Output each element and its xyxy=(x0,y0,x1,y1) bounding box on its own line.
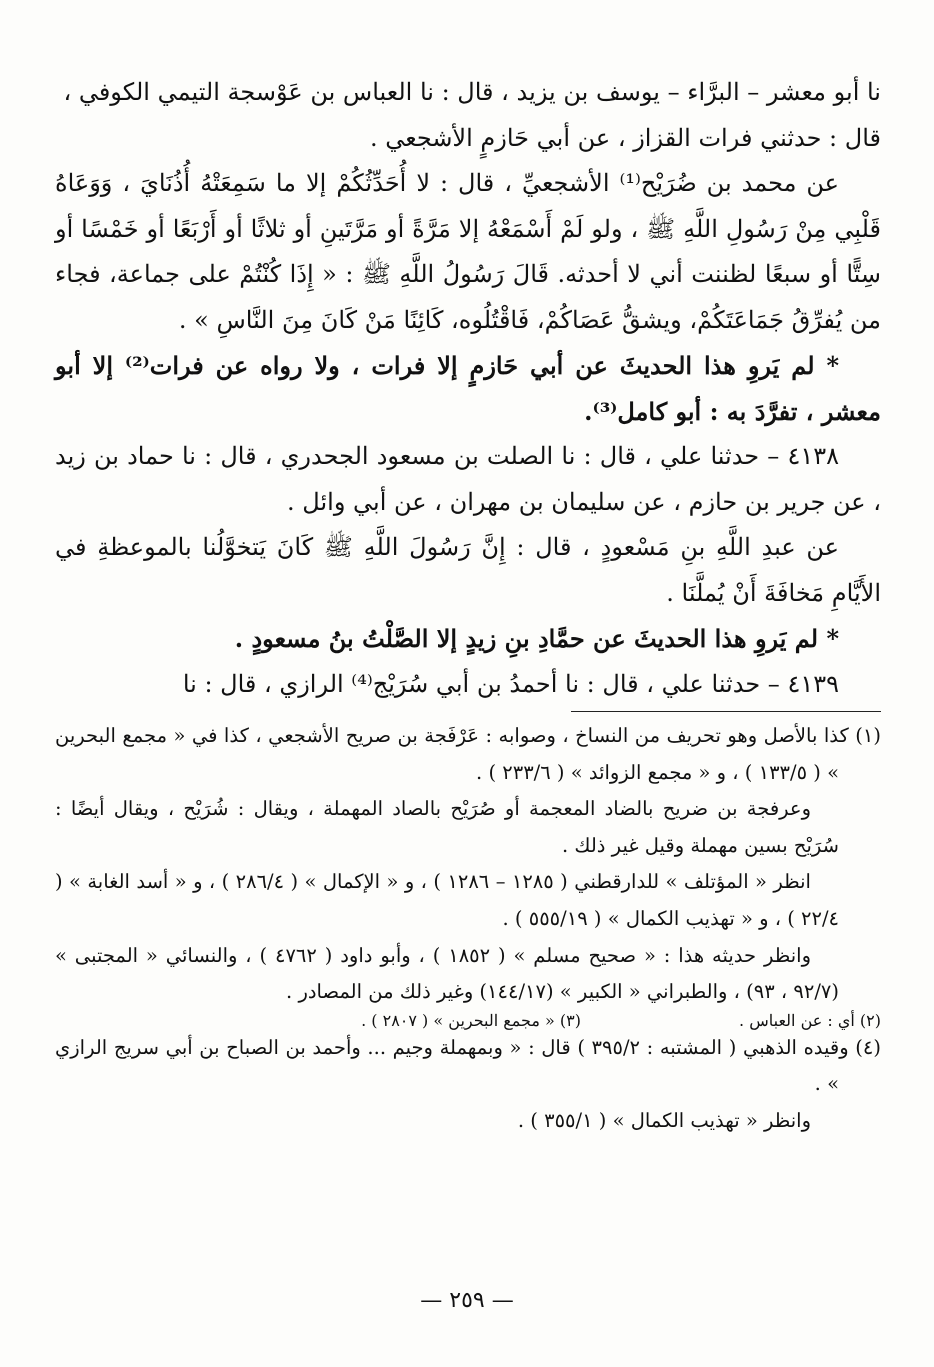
hadith-comment: * لم يَروِ هذا الحديثَ عن أبي حَازمٍ إلا فرات ، ولا رواه عن فرات⁽²⁾ إلا أبو معشر ، تفرَّدَ به : أبو كامل⁽³⁾. xyxy=(55,351,881,426)
hadith-matn: عن محمد بن ضُرَيْح⁽¹⁾ الأشجعيِّ ، قال : لا أُحَدِّثُكُمْ إلا ما سَمِعَتْهُ أُذُنَايَ ، وَوَعَاهُ قَلْبِي مِنْ رَسُولِ اللَّهِ ﷺ ، ولو لَمْ أَسْمَعْهُ إلا مَرَّةً أو مَرَّتَينِ أو ثلاثًا أو أَرْبَعًا أو خَمْسًا أو سِتًّا أو سبعًا لظننت أني لا أحدثه. قَالَ رَسُولُ اللَّهِ ﷺ : « إِذَا كُنْتُمْ على جماعة، فجاء من يُفرِّقُ جَمَاعَتَكُمْ، ويشقُّ عَصَاكُمْ، فَاقْتُلُوه، كَائِنًا مَنْ كَانَ مِنَ النَّاسِ » . xyxy=(55,169,881,334)
footnote-2: (٢) أي : عن العباس . xyxy=(739,1010,881,1030)
text-line: قال : حدثني فرات القزاز ، عن أبي حَازمٍ الأشجعي . xyxy=(369,123,881,152)
hadith-4138-isnad: ٤١٣٨ – حدثنا علي ، قال : نا الصلت بن مسعود الجحدري ، قال : نا حماد بن زيد ، عن جرير بن حازم ، عن سليمان بن مهران ، عن أبي وائل . xyxy=(55,442,881,516)
footnote-separator xyxy=(571,711,881,712)
hadith-4139-isnad: ٤١٣٩ – حدثنا علي ، قال : نا أحمدُ بن أبي سُرَيْج⁽⁴⁾ الرازي ، قال : نا xyxy=(182,669,839,698)
footnote-1: (١) كذا بالأصل وهو تحريف من النساخ ، وصوابه : عَرْفَجة بن صريح الأشجعي ، كذا في « مجمع البحرين » ( ١٣٣/٥ ) ، و « مجمع الزوائد » ( ٢٣٣/٦ ) . xyxy=(55,724,881,784)
footnote-1-cont: وانظر حديثه هذا : « صحيح مسلم » ( ١٨٥٢ ) ، وأبو داود ( ٤٧٦٢ ) ، والنسائي « المجتبى » (٩٢/٧ ، ٩٣) ، والطبراني « الكبير » (١٤٤/١٧) وغير ذلك من المصادر . xyxy=(55,943,839,1004)
footnote-4-cont: وانظر « تهذيب الكمال » ( ٣٥٥/١ ) . xyxy=(517,1108,811,1132)
footnote-1-cont: انظر « المؤتلف » للدارقطني ( ١٢٨٥ – ١٢٨٦ ) ، و « الإكمال » ( ٢٨٦/٤ ) ، و « أسد الغابة » ( ٢٢/٤ ) ، و « تهذيب الكمال » ( ٥٥٥/١٩ ) . xyxy=(55,870,839,930)
main-text xyxy=(55,70,881,707)
text-line: نا أبو معشر – البرَّاء – يوسف بن يزيد ، قال : نا العباس بن عَوْسجة التيمي الكوفي ، xyxy=(63,78,881,106)
page xyxy=(55,70,881,1140)
hadith-4138-matn: عن عبدِ اللَّهِ بنِ مَسْعودٍ ، قال : إِنَّ رَسُولَ اللَّهِ ﷺ كَانَ يَتخوَّلُنا بالموعظةِ في الأَيَّامِ مَخافَةَ أَنْ يُملَّنَا . xyxy=(55,533,881,607)
footnote-1-cont: وعرفجة بن ضريح بالضاد المعجمة أو صُرَيْح بالصاد المهملة ، ويقال : شُرَيْح ، ويقال أيضًا : سُرَيْح بسين مهملة وقيل غير ذلك . xyxy=(55,797,839,857)
footnote-4: (٤) وقيده الذهبي ( المشتبه : ٣٩٥/٢ ) قال : « وبمهملة وجيم ... وأحمد بن الصباح بن أبي سريج الرازي » . xyxy=(55,1035,881,1096)
footnotes-2-3 xyxy=(55,1011,881,1030)
hadith-4138-comment: * لم يَروِ هذا الحديثَ عن حمَّادِ بنِ زيدٍ إلا الصَّلْتُ بنُ مسعودٍ . xyxy=(234,624,839,653)
footnotes xyxy=(55,718,881,1140)
footnote-3: (٣) « مجمع البحرين » ( ٢٨٠٧ ) . xyxy=(361,1010,581,1030)
page-number: — ٢٥٩ — xyxy=(420,1288,514,1313)
